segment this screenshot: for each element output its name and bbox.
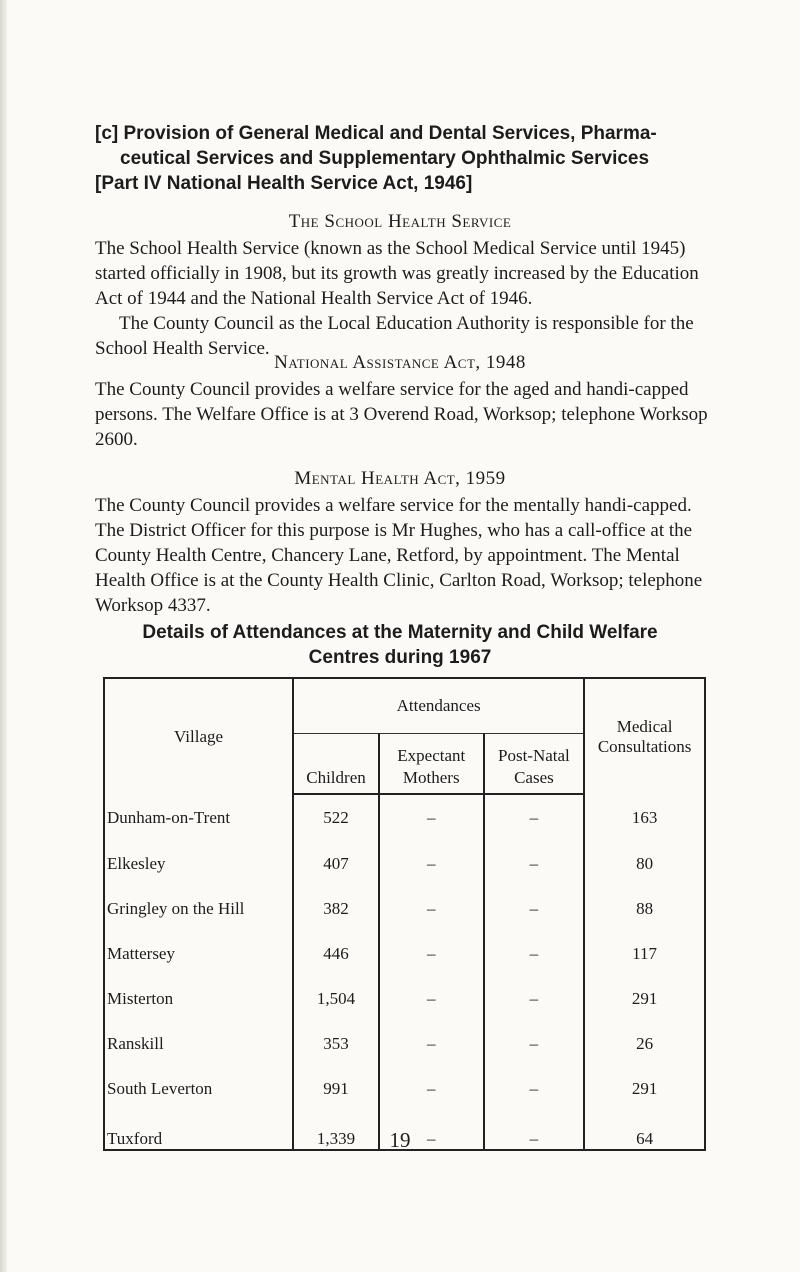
table-body xyxy=(104,794,705,1150)
expectant-mothers-cell: – xyxy=(379,1021,484,1066)
post-natal-cell: – xyxy=(484,1021,585,1066)
post-natal-cell: – xyxy=(484,886,585,931)
children-cell: 522 xyxy=(323,808,349,827)
village-cell: Elkesley xyxy=(104,841,293,886)
section-heading-line1: [c] Provision of General Medical and Dental Services, Pharma- xyxy=(95,123,657,144)
medical-consultations-cell: 163 xyxy=(584,794,705,841)
medical-consultations-cell: 117 xyxy=(584,931,705,976)
mental-health-paragraph: The County Council provides a welfare service for the mentally handi-capped. The District Officer for this purpose is Mr Hughes, who has a call-office at the County Health Centre, Chancery Lane, Retford, by appointment. The Mental Health Office is at the County Health Clinic, Carlton Road, Worksop; telephone Worksop 4337. xyxy=(95,495,703,616)
expectant-mothers-cell: – xyxy=(379,976,484,1021)
village-cell: Ranskill xyxy=(104,1021,293,1066)
table-row xyxy=(104,1066,705,1111)
post-natal-cell: – xyxy=(484,1111,585,1150)
school-health-para1: The School Health Service (known as the School Medical Service until 1945) started officially in 1908, but its growth was greatly increased by the Education Act of 1944 and the National Health Service Act of 1946. xyxy=(95,238,699,309)
medical-consultations-cell: 80 xyxy=(584,841,705,886)
table-row xyxy=(104,931,705,976)
attendance-table xyxy=(103,677,706,1151)
school-health-title: The School Health Service xyxy=(288,211,512,232)
attendances-header: Attendances xyxy=(293,678,584,734)
post-natal-cell: – xyxy=(484,794,585,841)
village-cell: Misterton xyxy=(104,976,293,1021)
children-cell: 446 xyxy=(323,943,349,963)
medical-consultations-cell: 64 xyxy=(584,1111,705,1150)
medical-consultations-cell: 88 xyxy=(584,886,705,931)
medical-consultations-cell: 291 xyxy=(584,1066,705,1111)
table-title-line1: Details of Attendances at the Maternity and Child Welfare xyxy=(142,622,658,643)
section-heading-line3: [Part IV National Health Service Act, 1946] xyxy=(95,173,473,194)
table-row xyxy=(104,976,705,1021)
village-cell: Tuxford xyxy=(104,1111,293,1150)
village-cell: South Leverton xyxy=(104,1066,293,1111)
national-assistance-title: National Assistance Act, 1948 xyxy=(274,352,526,373)
village-cell: Mattersey xyxy=(104,931,293,976)
post-natal-cell: – xyxy=(484,841,585,886)
medical-consultations-cell: 26 xyxy=(584,1021,705,1066)
expectant-mothers-cell: – xyxy=(379,886,484,931)
table-row xyxy=(104,886,705,931)
children-cell: 991 xyxy=(323,1078,349,1098)
table-title-line2: Centres during 1967 xyxy=(308,647,492,668)
expectant-mothers-cell: – xyxy=(379,1066,484,1111)
mental-health-title: Mental Health Act, 1959 xyxy=(294,468,506,489)
expectant-mothers-cell: – xyxy=(379,931,484,976)
table-row xyxy=(104,1021,705,1066)
medical-consultations-cell: 291 xyxy=(584,976,705,1021)
post-natal-cell: – xyxy=(484,1066,585,1111)
section-heading-line2: ceutical Services and Supplementary Ophthalmic Services xyxy=(120,148,650,169)
children-cell: 382 xyxy=(323,898,349,918)
village-cell: Gringley on the Hill xyxy=(104,886,293,931)
children-header: Children xyxy=(293,734,379,795)
expectant-mothers-cell: – xyxy=(379,794,484,841)
page-number: 19 xyxy=(389,1128,411,1152)
table-row xyxy=(104,841,705,886)
expectant-mothers-header: Expectant Mothers xyxy=(379,734,484,795)
school-health-paragraph xyxy=(95,236,715,361)
children-cell: 1,504 xyxy=(316,988,356,1008)
school-health-para2: The County Council as the Local Education Authority is responsible for the School Health Service. xyxy=(95,313,694,359)
children-cell: 407 xyxy=(323,853,349,873)
expectant-mothers-cell: – xyxy=(379,1111,484,1150)
village-cell: Dunham-on-Trent xyxy=(104,794,293,841)
children-cell: 353 xyxy=(323,1033,349,1053)
medical-consultations-header: Medical Consultations xyxy=(584,678,705,794)
post-natal-cell: – xyxy=(484,976,585,1021)
post-natal-header: Post-Natal Cases xyxy=(484,734,585,795)
post-natal-cell: – xyxy=(484,931,585,976)
children-cell: 1,339 xyxy=(293,1111,379,1150)
national-assistance-paragraph: The County Council provides a welfare service for the aged and handi-capped persons. The Welfare Office is at 3 Overend Road, Worksop; telephone Worksop 2600. xyxy=(95,379,708,450)
village-header: Village xyxy=(104,678,293,794)
expectant-mothers-cell: – xyxy=(379,841,484,886)
table-row xyxy=(104,794,705,841)
